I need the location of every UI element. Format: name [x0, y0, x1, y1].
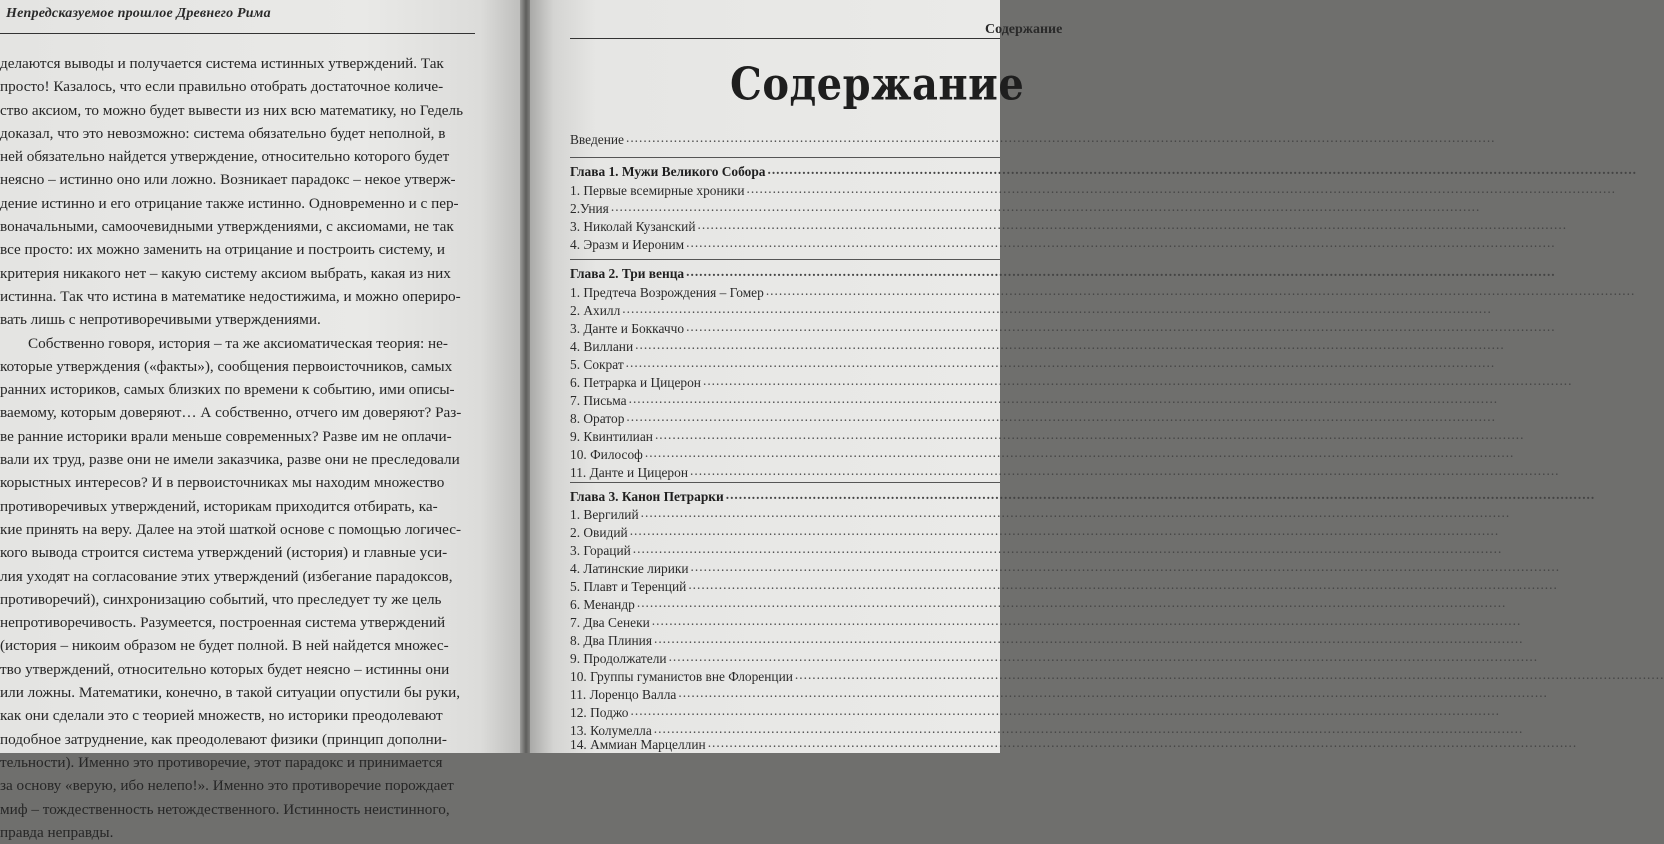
text-line: ве ранние историки врали меньше современных? Разве им не оплачи- [0, 427, 452, 445]
text-line: противоречий), синхронизацию событий, что преследует ту же цель [0, 590, 442, 608]
dot-leader [652, 611, 1522, 631]
text-line: (история – никоим образом не будет полной. В ней найдется множес- [0, 637, 449, 655]
text-line: кие принять на веру. Далее на этой шаткой основе с помощью логичес- [0, 520, 462, 538]
toc-entry-label: 2. Ахилл [570, 303, 621, 318]
toc-entry[interactable] [570, 425, 1000, 445]
text-line: доказал, что это невозможно: система обязательно будет неполной, в [0, 124, 446, 142]
toc-entry-label: 6. Петрарка и Цицерон [570, 375, 701, 390]
text-line: ваемому, которым доверяют… А собственно, отчего им доверяют? Раз- [0, 404, 462, 422]
text-line: корыстных интересов? И в первоисточниках мы находим множество [0, 474, 445, 492]
toc-entry[interactable] [570, 317, 1000, 337]
dot-leader [703, 371, 1573, 391]
dot-leader [631, 701, 1501, 721]
toc-entry-label: 5. Сократ [570, 357, 624, 372]
toc-entry-label: 9. Продолжатели [570, 651, 667, 666]
toc-entry-label: Глава 2. Три венца [570, 266, 685, 281]
dot-leader [669, 647, 1539, 667]
text-line: истинна. Так что истина в математике недостижима, и можно опериро- [0, 287, 461, 305]
toc-entry[interactable] [570, 539, 1000, 559]
toc-entry-label: 1. Предтеча Возрождения – Гомер [570, 285, 764, 300]
text-line: тво утверждений, относительно которых будет неясно – истинны они [0, 660, 450, 678]
dot-leader [645, 443, 1515, 463]
toc-entry-label: 13. Колумелла [570, 723, 652, 738]
toc-entry[interactable] [570, 461, 1000, 481]
toc-entry[interactable] [570, 389, 1000, 409]
toc-entry-label: 8. Два Плиния [570, 633, 652, 648]
toc-entry[interactable] [570, 503, 1000, 523]
toc-entry[interactable] [570, 215, 1000, 235]
dot-leader [691, 557, 1561, 577]
text-line: ранних историков, самых близких по времени к событию, ими описы- [0, 381, 455, 399]
dot-leader [630, 521, 1500, 541]
dot-leader [698, 215, 1568, 235]
toc-entry-label: 14. Аммиан Марцеллин [570, 737, 706, 752]
dot-leader [746, 179, 1616, 199]
toc-chapter-heading[interactable] [570, 262, 1000, 282]
dot-leader [654, 629, 1524, 649]
toc-entry-label: 2.Уния [570, 201, 609, 216]
running-head-left: Непредсказуемое прошлое Древнего Рима [6, 6, 271, 21]
toc-entry-intro[interactable] [570, 128, 1000, 148]
toc-entry[interactable] [570, 665, 1000, 685]
toc-entry-label: 9. Квинтилиан [570, 429, 653, 444]
text-line: ство аксиом, то можно будет вывести из них всю математику, но Гедель [0, 101, 464, 119]
toc-entry[interactable] [570, 557, 1000, 577]
dot-leader [688, 575, 1558, 595]
toc-entry[interactable] [570, 335, 1000, 355]
dot-leader [611, 197, 1481, 217]
dot-leader [766, 281, 1636, 301]
left-page [0, 0, 522, 841]
toc-entry-label: 3. Гораций [570, 543, 631, 558]
toc-entry[interactable] [570, 629, 1000, 649]
toc-entry-label: Глава 3. Канон Петрарки [570, 489, 724, 504]
dot-leader [626, 407, 1496, 427]
toc-entry-label: 6. Менандр [570, 597, 635, 612]
toc-entry-label: 7. Письма [570, 393, 627, 408]
toc-entry[interactable] [570, 299, 1000, 319]
toc-chapter-heading[interactable] [570, 160, 1000, 180]
text-line: противоречивых утверждений, историкам приходится отбирать, ка- [0, 497, 438, 515]
toc-entry[interactable] [570, 647, 1000, 667]
section-divider [570, 482, 1000, 483]
toc-entry[interactable] [570, 281, 1000, 301]
text-line: вать лишь с непротиворечивыми утверждениями. [0, 311, 321, 329]
toc-entry[interactable] [570, 371, 1000, 391]
toc-entry[interactable] [570, 179, 1000, 199]
text-line: воначальными, самоочевидными утверждениями, с аксиомами, не так [0, 218, 454, 236]
body-text [0, 52, 500, 844]
dot-leader [767, 160, 1637, 180]
text-line: подобное затруднение, как преодолевают физики (принцип дополни- [0, 730, 447, 748]
toc-entry[interactable] [570, 521, 1000, 541]
text-line: ней обязательно найдется утверждение, относительно которого будет [0, 148, 450, 166]
dot-leader [686, 262, 1556, 282]
text-line: правда неправды. [0, 823, 114, 841]
toc-entry[interactable] [570, 575, 1000, 595]
dot-leader [626, 128, 1496, 148]
dot-leader [633, 539, 1503, 559]
toc-entry-label: 10. Философ [570, 447, 643, 462]
dot-leader [726, 485, 1596, 505]
toc-entry[interactable] [570, 443, 1000, 463]
toc-entry[interactable] [570, 611, 1000, 631]
text-line: миф – тождественность нетождественного. Истинность неистинного, [0, 800, 450, 818]
toc-entry[interactable] [570, 593, 1000, 613]
dot-leader [686, 233, 1556, 253]
running-head-right: Содержание [985, 22, 1063, 37]
dot-leader [686, 317, 1556, 337]
toc-entry-label: 12. Поджо [570, 705, 629, 720]
dot-leader [641, 503, 1511, 523]
text-line: непротиворечивость. Разумеется, построенная система утверждений [0, 614, 446, 632]
text-line: которые утверждения («факты»), сообщения первоисточников, самых [0, 357, 453, 375]
text-line: критерия никакого нет – какую систему аксиом выбрать, какая из них [0, 264, 451, 282]
toc-entry-label: 4. Латинские лирики [570, 561, 689, 576]
toc-entry-label: Глава 1. Мужи Великого Собора [570, 164, 766, 179]
toc-entry[interactable] [570, 683, 1000, 703]
text-line: Собственно говоря, история – та же аксиоматическая теория: не- [28, 334, 448, 352]
header-rule-right [570, 38, 1000, 39]
text-line: или ложны. Математики, конечно, в такой ситуации опустили бы руки, [0, 684, 461, 702]
toc-entry-label: 10. Группы гуманистов вне Флоренции [570, 669, 793, 684]
toc-title: Содержание [730, 58, 1025, 111]
dot-leader [708, 733, 1578, 753]
toc-entry-label: 5. Плавт и Теренций [570, 579, 687, 594]
text-line: тельности). Именно это противоречие, этот парадокс и принимается [0, 753, 443, 771]
dot-leader [690, 461, 1560, 481]
toc-entry-label: Введение [570, 132, 624, 147]
section-divider [570, 259, 1000, 260]
toc-entry[interactable] [570, 733, 1000, 753]
header-rule-left [0, 33, 475, 34]
dot-leader [655, 425, 1525, 445]
toc-entry[interactable] [570, 407, 1000, 427]
dot-leader [622, 299, 1492, 319]
toc-entry[interactable] [570, 233, 1000, 253]
toc-entry-label: 3. Николай Кузанский [570, 219, 696, 234]
toc-entry-label: 11. Данте и Цицерон [570, 465, 688, 480]
toc-entry-label: 3. Данте и Боккаччо [570, 321, 685, 336]
text-line: все просто: их можно заменить на отрицание и построить систему, и [0, 241, 446, 259]
toc-entry-label: 4. Эразм и Иероним [570, 237, 685, 252]
text-line: дение истинно и его отрицание также истинно. Одновременно и с пер- [0, 194, 459, 212]
right-page [530, 0, 1063, 753]
dot-leader [629, 389, 1499, 409]
text-line: неясно – истинно оно или ложно. Возникает парадокс – некое утверж- [0, 171, 456, 189]
text-line: вали их труд, разве они не имели заказчика, разве они не преследовали [0, 451, 460, 469]
text-line: за основу «верую, ибо нелепо!». Именно это противоречие порождает [0, 777, 454, 795]
toc-entry-label: 11. Лоренцо Валла [570, 687, 677, 702]
text-line: как они сделали это с теорией множеств, но историки преодолевают [0, 707, 443, 725]
dot-leader [635, 335, 1505, 355]
dot-leader [678, 683, 1548, 703]
toc-entry-label: 1. Вергилий [570, 507, 639, 522]
toc-entry[interactable] [570, 353, 1000, 373]
toc-entry-label: 7. Два Сенеки [570, 615, 650, 630]
dot-leader [637, 593, 1507, 613]
dot-leader [626, 353, 1496, 373]
toc-entry-label: 8. Оратор [570, 411, 625, 426]
toc-entry-label: 4. Виллани [570, 339, 634, 354]
toc-entry[interactable] [570, 197, 1000, 217]
toc-chapter-heading[interactable] [570, 485, 1000, 505]
section-divider [570, 157, 1000, 158]
text-line: просто! Казалось, что если правильно отобрать достаточное количе- [0, 78, 444, 96]
toc-entry[interactable] [570, 701, 1000, 721]
toc-entry-label: 2. Овидий [570, 525, 628, 540]
text-line: кого вывода строится система утверждений (история) и главные уси- [0, 544, 448, 562]
text-line: делаются выводы и получается система истинных утверждений. Так [0, 55, 444, 72]
dot-leader [795, 665, 1664, 685]
toc-entry-label: 1. Первые всемирные хроники [570, 183, 745, 198]
text-line: лия уходят на согласование этих утверждений (избегание парадоксов, [0, 567, 453, 585]
